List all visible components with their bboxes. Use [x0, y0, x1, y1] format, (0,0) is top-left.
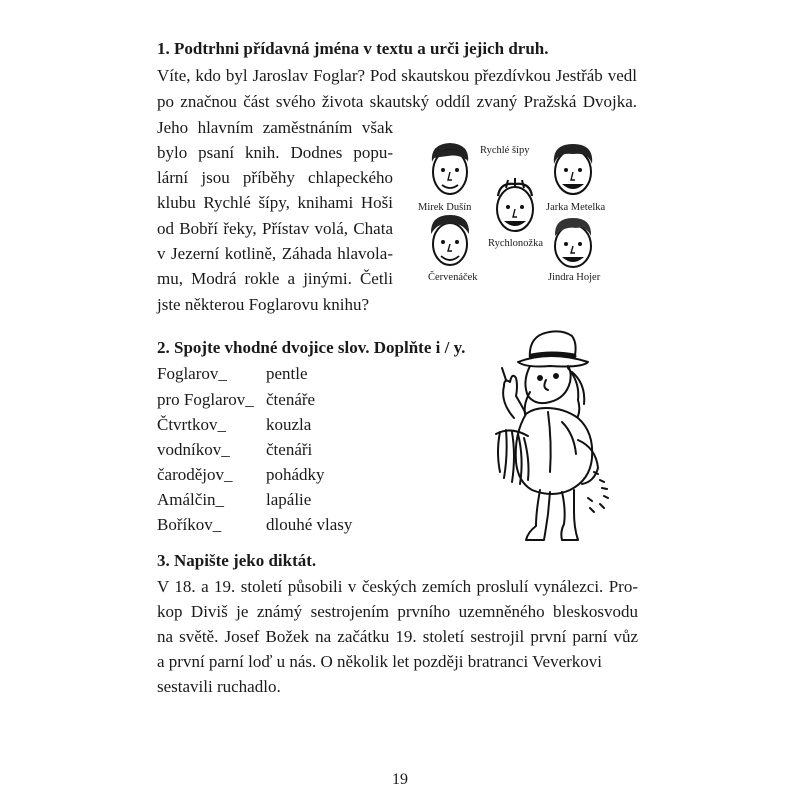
exercise1-heading: 1. Podtrhni přídavná jména v textu a urči jejich druh.: [157, 39, 549, 58]
caption-jarka: Jarka Metelka: [546, 202, 606, 213]
exercise3-line: V 18. a 19. století působili v českých zemích proslulí vynálezci. Pro-: [157, 577, 638, 596]
face-cervenacek-icon: [424, 212, 476, 270]
word-left: Foglarov_: [157, 364, 227, 383]
word-right: lapálie: [266, 490, 312, 509]
exercise1-line: lární jsou příběhy chlapeckého: [157, 168, 393, 187]
word-left: vodníkov_: [157, 440, 230, 459]
word-left: čarodějov_: [157, 465, 233, 484]
word-right: kouzla: [266, 415, 312, 434]
caption-rychlonozka: Rychlonožka: [488, 238, 543, 249]
word-right: dlouhé vlasy: [266, 515, 353, 534]
exercise1-line: v Jezerní kotlině, Záhada hlavola-: [157, 244, 393, 263]
face-rychlonozka-icon: [488, 176, 542, 236]
exercise1-line: mu, Modrá rokle a jinými. Četli: [157, 269, 393, 288]
face-jindra-icon: [546, 214, 600, 272]
illustration-title: Rychlé šípy: [480, 145, 530, 156]
wizard-illustration-icon: [470, 322, 620, 552]
exercise1-line: od Bobří řeky, Přístav volá, Chata: [157, 219, 393, 238]
face-mirek-icon: [424, 140, 476, 200]
exercise3-heading: 3. Napište jeko diktát.: [157, 551, 317, 570]
word-right: pohádky: [266, 465, 325, 484]
caption-mirek: Mirek Dušín: [418, 202, 472, 213]
exercise1-line: Víte, kdo byl Jaroslav Foglar? Pod skautskou přezdívkou Jestřáb vedl: [157, 66, 637, 85]
exercise1-line: bylo psaní knih. Dodnes popu-: [157, 143, 393, 162]
exercise3-line: na světě. Josef Božek na začátku 19. století sestrojil první parní vůz: [157, 627, 638, 646]
exercise2-heading: 2. Spojte vhodné dvojice slov. Doplňte i / y.: [157, 338, 466, 357]
page-number: 19: [392, 771, 408, 788]
caption-jindra: Jindra Hojer: [548, 272, 601, 283]
exercise3-line: sestavili ruchadlo.: [157, 677, 281, 696]
word-right: pentle: [266, 364, 308, 383]
word-left: pro Foglarov_: [157, 390, 254, 409]
exercise3-line: kop Diviš je známý sestrojením prvního uzemněného bleskosvodu: [157, 602, 638, 621]
exercise1-line: jste některou Foglarovu knihu?: [157, 295, 369, 314]
word-left: Boříkov_: [157, 515, 222, 534]
face-jarka-icon: [546, 140, 600, 200]
exercise1-line: klubu Rychlé šípy, knihami Hoši: [157, 193, 393, 212]
word-right: čtenáři: [266, 440, 313, 459]
exercise3-line: a první parní loď u nás. O několik let později bratranci Veverkovi: [157, 652, 602, 671]
word-right: čtenáře: [266, 390, 316, 409]
exercise1-line: po značnou část svého života skautský oddíl zvaný Pražská Dvojka.: [157, 92, 637, 111]
word-left: Čtvrtkov_: [157, 415, 226, 434]
caption-cervenacek: Červenáček: [428, 272, 478, 283]
word-left: Amálčin_: [157, 490, 225, 509]
exercise1-line: Jeho hlavním zaměstnáním však: [157, 118, 393, 137]
